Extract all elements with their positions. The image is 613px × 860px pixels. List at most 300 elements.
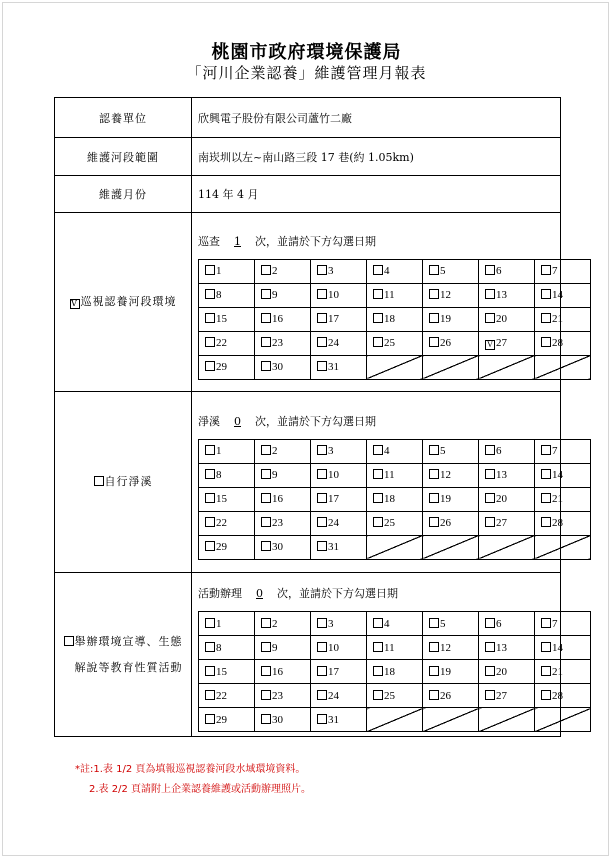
day-checkbox[interactable] bbox=[317, 337, 327, 347]
day-checkbox[interactable] bbox=[485, 445, 495, 455]
day-checkbox[interactable] bbox=[317, 493, 327, 503]
date-cell[interactable] bbox=[367, 684, 423, 708]
info-value-month[interactable]: 114 年 4 月 bbox=[192, 176, 561, 213]
day-checkbox[interactable] bbox=[317, 517, 327, 527]
day-number: 4 bbox=[384, 617, 390, 630]
section-label-line bbox=[94, 469, 153, 495]
section-count-line bbox=[192, 405, 560, 439]
day-number: 30 bbox=[272, 713, 283, 726]
date-cell[interactable] bbox=[255, 612, 311, 636]
day-number: 3 bbox=[328, 445, 334, 457]
info-label: 認養單位 bbox=[55, 98, 192, 138]
date-cell[interactable] bbox=[535, 307, 591, 331]
count-prefix: 淨溪 bbox=[198, 414, 220, 428]
date-cell[interactable] bbox=[311, 463, 367, 487]
day-checkbox[interactable] bbox=[317, 445, 327, 455]
report-table bbox=[54, 97, 561, 737]
date-cell[interactable] bbox=[255, 708, 311, 732]
date-cell[interactable] bbox=[423, 660, 479, 684]
day-number: 8 bbox=[216, 289, 222, 301]
day-number: 6 bbox=[496, 445, 502, 457]
date-cell[interactable] bbox=[535, 463, 591, 487]
date-cell[interactable] bbox=[199, 331, 255, 355]
day-checkbox[interactable] bbox=[317, 666, 327, 676]
date-grid-row bbox=[199, 708, 591, 732]
page-subtitle: 「河川企業認養」維護管理月報表 bbox=[186, 64, 427, 82]
day-number: 21 bbox=[552, 665, 563, 678]
empty-date-cell bbox=[479, 535, 535, 559]
day-number: 2 bbox=[272, 617, 278, 630]
day-checkbox[interactable] bbox=[205, 313, 215, 323]
count-suffix: 次，並請於下方勾選日期 bbox=[277, 587, 398, 600]
day-checkbox[interactable] bbox=[205, 690, 215, 700]
date-cell[interactable] bbox=[423, 612, 479, 636]
date-cell[interactable] bbox=[423, 463, 479, 487]
date-cell[interactable] bbox=[311, 307, 367, 331]
day-checkbox[interactable] bbox=[429, 493, 439, 503]
date-cell[interactable] bbox=[367, 511, 423, 535]
day-checkbox[interactable] bbox=[429, 265, 439, 275]
date-grid-row bbox=[199, 612, 591, 636]
day-number: 9 bbox=[272, 641, 278, 654]
date-cell[interactable] bbox=[255, 331, 311, 355]
day-checkbox[interactable] bbox=[429, 469, 439, 479]
day-number: 22 bbox=[216, 517, 227, 529]
day-checkbox[interactable] bbox=[205, 445, 215, 455]
date-cell[interactable] bbox=[423, 439, 479, 463]
empty-date-cell bbox=[535, 708, 591, 732]
date-cell[interactable] bbox=[255, 487, 311, 511]
count-value[interactable]: 0 bbox=[234, 414, 241, 428]
day-checkbox[interactable] bbox=[261, 313, 271, 323]
day-checkbox[interactable] bbox=[261, 517, 271, 527]
date-cell[interactable] bbox=[311, 708, 367, 732]
date-cell[interactable] bbox=[311, 331, 367, 355]
date-cell[interactable] bbox=[311, 283, 367, 307]
date-cell[interactable] bbox=[255, 307, 311, 331]
section-checkbox[interactable]: V bbox=[71, 299, 78, 308]
day-number: 8 bbox=[216, 641, 222, 654]
day-number: 11 bbox=[384, 469, 395, 481]
date-cell[interactable] bbox=[199, 283, 255, 307]
date-cell[interactable] bbox=[423, 331, 479, 355]
date-cell[interactable] bbox=[535, 439, 591, 463]
section-body-activity bbox=[192, 573, 561, 737]
day-number: 31 bbox=[328, 541, 339, 553]
day-number: 7 bbox=[552, 265, 558, 277]
day-checkbox[interactable] bbox=[373, 690, 383, 700]
day-checkbox[interactable] bbox=[261, 445, 271, 455]
footnote-2: 2.表 2/2 頁請附上企業認養維護或活動辦理照片。 bbox=[89, 784, 311, 795]
day-checkbox[interactable] bbox=[373, 666, 383, 676]
day-checkbox[interactable] bbox=[205, 469, 215, 479]
date-cell[interactable] bbox=[255, 511, 311, 535]
day-checkbox[interactable] bbox=[317, 714, 327, 724]
day-checkbox[interactable] bbox=[485, 642, 495, 652]
date-cell[interactable] bbox=[199, 535, 255, 559]
day-checkbox[interactable] bbox=[373, 313, 383, 323]
section-label-line-text: 自行淨溪 bbox=[104, 475, 153, 488]
date-cell[interactable] bbox=[479, 636, 535, 660]
day-checkbox[interactable] bbox=[541, 517, 551, 527]
day-checkbox[interactable] bbox=[485, 469, 495, 479]
day-checkbox[interactable] bbox=[485, 493, 495, 503]
empty-date-cell bbox=[367, 708, 423, 732]
day-number: 24 bbox=[328, 337, 339, 349]
date-cell[interactable] bbox=[311, 355, 367, 379]
day-checkbox[interactable] bbox=[429, 690, 439, 700]
date-cell[interactable] bbox=[311, 439, 367, 463]
day-number: 6 bbox=[496, 265, 502, 277]
date-cell[interactable] bbox=[255, 684, 311, 708]
date-cell[interactable] bbox=[535, 259, 591, 283]
date-cell[interactable] bbox=[311, 636, 367, 660]
info-row-unit bbox=[55, 98, 561, 138]
date-cell[interactable] bbox=[479, 660, 535, 684]
day-number: 15 bbox=[216, 665, 227, 678]
date-cell[interactable] bbox=[479, 612, 535, 636]
date-cell[interactable] bbox=[255, 355, 311, 379]
date-cell[interactable] bbox=[199, 511, 255, 535]
date-cell[interactable] bbox=[479, 511, 535, 535]
date-grid-row bbox=[199, 511, 591, 535]
date-cell[interactable] bbox=[479, 259, 535, 283]
date-cell[interactable] bbox=[479, 487, 535, 511]
day-checkbox[interactable] bbox=[485, 265, 495, 275]
date-cell[interactable] bbox=[479, 283, 535, 307]
date-cell[interactable] bbox=[535, 331, 591, 355]
day-number: 31 bbox=[328, 361, 339, 373]
date-grid-row bbox=[199, 331, 591, 355]
day-checkbox[interactable] bbox=[541, 289, 551, 299]
date-cell[interactable] bbox=[255, 463, 311, 487]
day-checkbox[interactable] bbox=[541, 493, 551, 503]
day-checkbox[interactable] bbox=[261, 265, 271, 275]
day-checkbox[interactable] bbox=[541, 642, 551, 652]
day-checkbox[interactable] bbox=[261, 666, 271, 676]
day-checkbox[interactable] bbox=[429, 313, 439, 323]
date-grid-row bbox=[199, 535, 591, 559]
day-number: 16 bbox=[272, 313, 283, 325]
day-number: 28 bbox=[552, 517, 563, 529]
day-checkbox[interactable] bbox=[541, 469, 551, 479]
day-number: 24 bbox=[328, 689, 339, 702]
day-number: 12 bbox=[440, 289, 451, 301]
count-prefix: 巡查 bbox=[198, 234, 220, 248]
date-cell[interactable] bbox=[423, 259, 479, 283]
date-cell[interactable] bbox=[199, 355, 255, 379]
day-checkbox[interactable] bbox=[541, 265, 551, 275]
day-number: 2 bbox=[272, 265, 278, 277]
date-grid-row bbox=[199, 660, 591, 684]
day-checkbox[interactable] bbox=[485, 289, 495, 299]
day-number: 23 bbox=[272, 337, 283, 349]
date-cell[interactable] bbox=[311, 259, 367, 283]
date-cell[interactable] bbox=[367, 331, 423, 355]
date-cell[interactable] bbox=[255, 439, 311, 463]
day-checkbox[interactable] bbox=[261, 541, 271, 551]
day-checkbox[interactable] bbox=[205, 714, 215, 724]
day-checkbox[interactable] bbox=[541, 666, 551, 676]
day-checkbox[interactable] bbox=[373, 337, 383, 347]
date-cell[interactable] bbox=[535, 283, 591, 307]
date-cell[interactable] bbox=[367, 636, 423, 660]
day-number: 7 bbox=[552, 617, 558, 630]
date-cell[interactable] bbox=[423, 511, 479, 535]
date-cell[interactable] bbox=[367, 487, 423, 511]
date-cell[interactable] bbox=[535, 612, 591, 636]
day-checkbox[interactable] bbox=[205, 337, 215, 347]
day-checkbox[interactable] bbox=[261, 618, 271, 628]
date-cell[interactable] bbox=[199, 487, 255, 511]
date-cell[interactable] bbox=[535, 636, 591, 660]
date-cell[interactable] bbox=[311, 487, 367, 511]
day-checkbox[interactable] bbox=[317, 690, 327, 700]
day-number: 25 bbox=[384, 517, 395, 529]
day-checkbox[interactable] bbox=[541, 445, 551, 455]
date-cell[interactable] bbox=[367, 660, 423, 684]
date-cell[interactable] bbox=[367, 259, 423, 283]
day-number: 29 bbox=[216, 713, 227, 726]
section-label-patrol[interactable] bbox=[55, 213, 192, 392]
date-grid-row bbox=[199, 636, 591, 660]
empty-date-cell bbox=[479, 708, 535, 732]
day-number: 29 bbox=[216, 361, 227, 373]
day-number: 1 bbox=[216, 617, 222, 630]
day-checkbox[interactable] bbox=[261, 714, 271, 724]
day-number: 21 bbox=[552, 313, 563, 325]
info-value-unit[interactable]: 欣興電子股份有限公司蘆竹二廠 bbox=[192, 98, 561, 138]
info-label: 維護月份 bbox=[55, 176, 192, 213]
day-number: 13 bbox=[496, 641, 507, 654]
day-checkbox[interactable] bbox=[205, 618, 215, 628]
day-checkbox[interactable] bbox=[261, 642, 271, 652]
date-cell[interactable] bbox=[255, 535, 311, 559]
date-cell[interactable] bbox=[423, 487, 479, 511]
date-grid-row bbox=[199, 439, 591, 463]
date-cell[interactable] bbox=[535, 684, 591, 708]
day-checkbox[interactable] bbox=[541, 690, 551, 700]
day-checkbox[interactable] bbox=[205, 361, 215, 371]
day-number: 29 bbox=[216, 541, 227, 553]
day-number: 24 bbox=[328, 517, 339, 529]
day-checkbox[interactable] bbox=[429, 445, 439, 455]
date-cell[interactable] bbox=[367, 463, 423, 487]
day-checkbox[interactable] bbox=[205, 541, 215, 551]
day-checkbox[interactable] bbox=[541, 313, 551, 323]
date-cell[interactable] bbox=[479, 307, 535, 331]
section-label-cleanup[interactable] bbox=[55, 392, 192, 573]
day-checkbox[interactable] bbox=[485, 313, 495, 323]
day-checkbox[interactable] bbox=[373, 469, 383, 479]
date-grid-row bbox=[199, 463, 591, 487]
day-number: 30 bbox=[272, 361, 283, 373]
count-value[interactable]: 0 bbox=[256, 587, 263, 600]
section-label-line bbox=[70, 289, 177, 315]
day-checkbox[interactable] bbox=[317, 361, 327, 371]
empty-date-cell bbox=[423, 355, 479, 379]
day-checkbox[interactable] bbox=[373, 642, 383, 652]
date-cell[interactable] bbox=[199, 259, 255, 283]
day-number: 27 bbox=[496, 517, 507, 529]
info-value-range[interactable]: 南崁圳以左~南山路三段 17 巷(約 1.05km) bbox=[192, 138, 561, 176]
day-checkbox[interactable] bbox=[317, 313, 327, 323]
day-checkbox[interactable] bbox=[373, 618, 383, 628]
day-number: 13 bbox=[496, 289, 507, 301]
date-cell[interactable] bbox=[199, 660, 255, 684]
day-number: 14 bbox=[552, 469, 563, 481]
day-checkbox[interactable] bbox=[261, 493, 271, 503]
section-row bbox=[55, 213, 561, 392]
section-label-activity[interactable] bbox=[55, 573, 192, 737]
day-checkbox[interactable] bbox=[373, 493, 383, 503]
date-cell[interactable] bbox=[479, 684, 535, 708]
day-number: 3 bbox=[328, 265, 334, 277]
section-row bbox=[55, 392, 561, 573]
day-checkbox[interactable] bbox=[317, 469, 327, 479]
day-checkbox[interactable] bbox=[429, 337, 439, 347]
day-number: 22 bbox=[216, 337, 227, 349]
date-cell[interactable] bbox=[255, 259, 311, 283]
day-number: 26 bbox=[440, 689, 451, 702]
date-cell[interactable] bbox=[255, 283, 311, 307]
day-checkbox[interactable] bbox=[485, 666, 495, 676]
date-cell[interactable] bbox=[311, 660, 367, 684]
day-number: 5 bbox=[440, 265, 446, 277]
info-row-range bbox=[55, 138, 561, 176]
date-grid bbox=[198, 611, 591, 732]
date-cell[interactable] bbox=[479, 331, 535, 355]
day-number: 4 bbox=[384, 265, 390, 277]
date-grid-row bbox=[199, 684, 591, 708]
day-checkbox[interactable] bbox=[429, 517, 439, 527]
date-cell[interactable] bbox=[367, 439, 423, 463]
day-number: 17 bbox=[328, 665, 339, 678]
count-value[interactable]: 1 bbox=[234, 234, 241, 248]
date-cell[interactable] bbox=[535, 660, 591, 684]
day-checkbox[interactable] bbox=[541, 618, 551, 628]
date-cell[interactable] bbox=[423, 636, 479, 660]
day-checkbox[interactable] bbox=[205, 289, 215, 299]
section-label-line bbox=[64, 629, 183, 655]
day-checkbox[interactable] bbox=[373, 265, 383, 275]
day-number: 25 bbox=[384, 689, 395, 702]
day-number: 5 bbox=[440, 617, 446, 630]
section-label-text bbox=[94, 469, 153, 495]
section-checkbox[interactable] bbox=[64, 636, 74, 646]
day-checkbox[interactable] bbox=[205, 517, 215, 527]
section-body-cleanup bbox=[192, 392, 561, 573]
date-cell[interactable] bbox=[479, 463, 535, 487]
day-checkbox[interactable] bbox=[317, 541, 327, 551]
day-checkbox[interactable] bbox=[205, 493, 215, 503]
day-checkbox[interactable] bbox=[541, 337, 551, 347]
day-checkbox[interactable] bbox=[485, 690, 495, 700]
date-cell[interactable] bbox=[479, 439, 535, 463]
day-number: 18 bbox=[384, 493, 395, 505]
date-grid-row bbox=[199, 307, 591, 331]
day-checkbox[interactable] bbox=[261, 361, 271, 371]
day-checkbox[interactable] bbox=[373, 289, 383, 299]
day-checkbox[interactable] bbox=[485, 517, 495, 527]
day-checkbox[interactable] bbox=[429, 666, 439, 676]
day-number: 19 bbox=[440, 665, 451, 678]
section-count-line bbox=[192, 225, 560, 259]
date-cell[interactable] bbox=[199, 636, 255, 660]
date-cell[interactable] bbox=[311, 511, 367, 535]
day-checkbox[interactable] bbox=[429, 642, 439, 652]
day-checkbox[interactable] bbox=[261, 289, 271, 299]
date-cell[interactable] bbox=[367, 307, 423, 331]
date-cell[interactable] bbox=[423, 684, 479, 708]
date-cell[interactable] bbox=[199, 708, 255, 732]
date-cell[interactable] bbox=[535, 511, 591, 535]
day-checkbox[interactable] bbox=[261, 337, 271, 347]
day-checkbox[interactable] bbox=[373, 445, 383, 455]
date-cell[interactable] bbox=[423, 307, 479, 331]
info-row-month bbox=[55, 176, 561, 213]
day-checkbox[interactable] bbox=[317, 642, 327, 652]
day-checkbox[interactable] bbox=[485, 618, 495, 628]
section-label-line bbox=[64, 655, 183, 681]
page-title: 桃園市政府環境保護局 bbox=[211, 42, 402, 63]
date-cell[interactable] bbox=[255, 636, 311, 660]
day-number: 3 bbox=[328, 617, 334, 630]
date-cell[interactable] bbox=[367, 283, 423, 307]
day-number: 17 bbox=[328, 313, 339, 325]
date-cell[interactable] bbox=[255, 660, 311, 684]
day-checkbox[interactable] bbox=[373, 517, 383, 527]
date-cell[interactable] bbox=[199, 307, 255, 331]
day-number: 1 bbox=[216, 445, 222, 457]
day-number: 12 bbox=[440, 641, 451, 654]
day-checkbox[interactable] bbox=[205, 642, 215, 652]
day-checkbox[interactable]: V bbox=[485, 340, 495, 350]
day-checkbox[interactable] bbox=[429, 289, 439, 299]
section-checkbox[interactable] bbox=[94, 476, 104, 486]
date-cell[interactable] bbox=[199, 612, 255, 636]
day-number: 18 bbox=[384, 665, 395, 678]
day-number: 20 bbox=[496, 665, 507, 678]
day-checkbox[interactable] bbox=[429, 618, 439, 628]
section-label-line-text: 巡視認養河段環境 bbox=[80, 295, 177, 308]
day-checkbox[interactable] bbox=[205, 666, 215, 676]
date-cell[interactable] bbox=[199, 684, 255, 708]
day-checkbox[interactable] bbox=[261, 690, 271, 700]
day-checkbox[interactable] bbox=[317, 265, 327, 275]
info-label: 維護河段範圍 bbox=[55, 138, 192, 176]
empty-date-cell bbox=[423, 708, 479, 732]
date-cell[interactable] bbox=[535, 487, 591, 511]
day-checkbox[interactable] bbox=[205, 265, 215, 275]
day-number: 4 bbox=[384, 445, 390, 457]
date-cell[interactable] bbox=[423, 283, 479, 307]
date-grid bbox=[198, 259, 591, 380]
day-number: 17 bbox=[328, 493, 339, 505]
date-cell[interactable] bbox=[311, 612, 367, 636]
day-checkbox[interactable] bbox=[317, 618, 327, 628]
day-number: 18 bbox=[384, 313, 395, 325]
date-cell[interactable] bbox=[311, 535, 367, 559]
day-checkbox[interactable] bbox=[317, 289, 327, 299]
day-checkbox[interactable] bbox=[261, 469, 271, 479]
date-cell[interactable] bbox=[367, 612, 423, 636]
date-cell[interactable] bbox=[311, 684, 367, 708]
date-cell[interactable] bbox=[199, 439, 255, 463]
section-count-line bbox=[192, 577, 560, 611]
date-cell[interactable] bbox=[199, 463, 255, 487]
day-number: 27 bbox=[496, 336, 507, 349]
